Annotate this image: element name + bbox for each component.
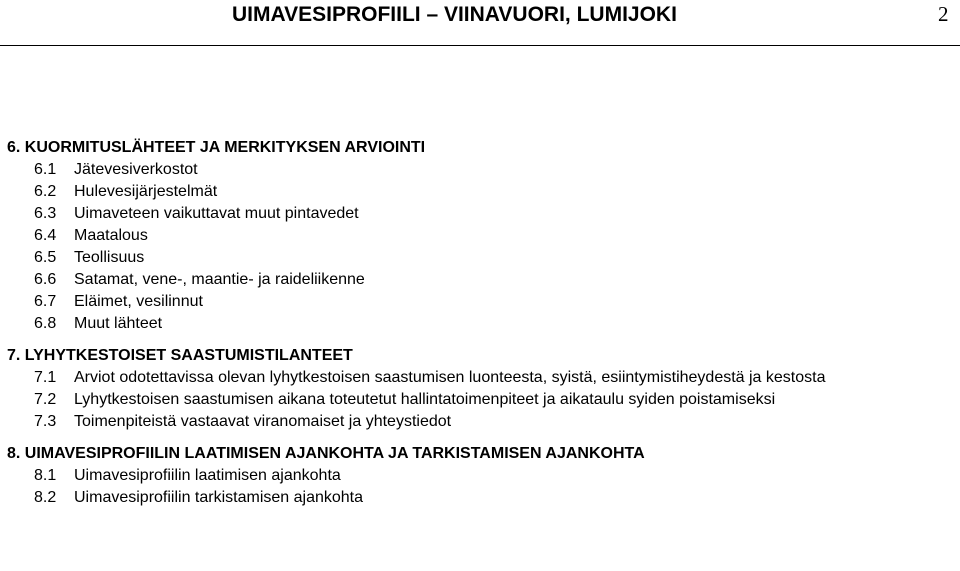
toc-entry: [7, 487, 957, 509]
toc-entry: [7, 465, 957, 487]
entry-title: Teollisuus: [74, 249, 145, 266]
entry-number: 6.3: [34, 205, 57, 222]
entry-title: Eläimet, vesilinnut: [74, 293, 203, 310]
header-divider: [0, 45, 960, 46]
entry-title: Uimaveteen vaikuttavat muut pintavedet: [74, 205, 359, 222]
entry-number: 8.1: [34, 467, 57, 484]
page-header: [0, 0, 960, 56]
entry-number: 6.6: [34, 271, 57, 288]
entry-number: 6.7: [34, 293, 57, 310]
entry-number: 7.1: [34, 369, 57, 386]
toc-entry: [7, 313, 957, 335]
section-heading: 7. LYHYTKESTOISET SAASTUMISTILANTEET: [7, 347, 353, 364]
entry-number: 6.4: [34, 227, 57, 244]
entry-number: 7.2: [34, 391, 57, 408]
toc-entry: [7, 389, 957, 411]
entry-number: 6.1: [34, 161, 57, 178]
entry-title: Hulevesijärjestelmät: [74, 183, 218, 200]
toc-entry: [7, 247, 957, 269]
entry-number: 6.2: [34, 183, 57, 200]
toc-section-7: [7, 345, 957, 433]
toc-entry: [7, 225, 957, 247]
entry-title: Jätevesiverkostot: [74, 161, 198, 178]
entry-title: Uimavesiprofiilin tarkistamisen ajankohta: [74, 489, 364, 506]
entry-title: Toimenpiteistä vastaavat viranomaiset ja yhteystiedot: [74, 413, 452, 430]
entry-title: Uimavesiprofiilin laatimisen ajankohta: [74, 467, 341, 484]
toc-entry: [7, 269, 957, 291]
table-of-contents: [7, 137, 957, 509]
document-title: UIMAVESIPROFIILI – VIINAVUORI, LUMIJOKI: [232, 3, 677, 26]
toc-section-8: [7, 443, 957, 509]
entry-title: Maatalous: [74, 227, 148, 244]
toc-entry: [7, 411, 957, 433]
toc-entry: [7, 367, 957, 389]
entry-number: 7.3: [34, 413, 57, 430]
toc-section-6: [7, 137, 957, 335]
entry-number: 8.2: [34, 489, 57, 506]
section-heading: 8. UIMAVESIPROFIILIN LAATIMISEN AJANKOHTA JA TARKISTAMISEN AJANKOHTA: [7, 445, 645, 462]
toc-entry: [7, 159, 957, 181]
section-heading: 6. KUORMITUSLÄHTEET JA MERKITYKSEN ARVIOINTI: [7, 139, 426, 156]
toc-entry: [7, 203, 957, 225]
entry-title: Lyhytkestoisen saastumisen aikana toteutetut hallintatoimenpiteet ja aikataulu syiden poistamiseksi: [74, 391, 776, 408]
entry-title: Muut lähteet: [74, 315, 163, 332]
toc-entry: [7, 181, 957, 203]
toc-entry: [7, 291, 957, 313]
entry-number: 6.5: [34, 249, 57, 266]
entry-title: Arviot odotettavissa olevan lyhytkestoisen saastumisen luonteesta, syistä, esiintymistiheydestä ja kestosta: [74, 369, 826, 386]
entry-number: 6.8: [34, 315, 57, 332]
page-number: 2: [938, 2, 949, 26]
entry-title: Satamat, vene-, maantie- ja raideliikenne: [74, 271, 365, 288]
